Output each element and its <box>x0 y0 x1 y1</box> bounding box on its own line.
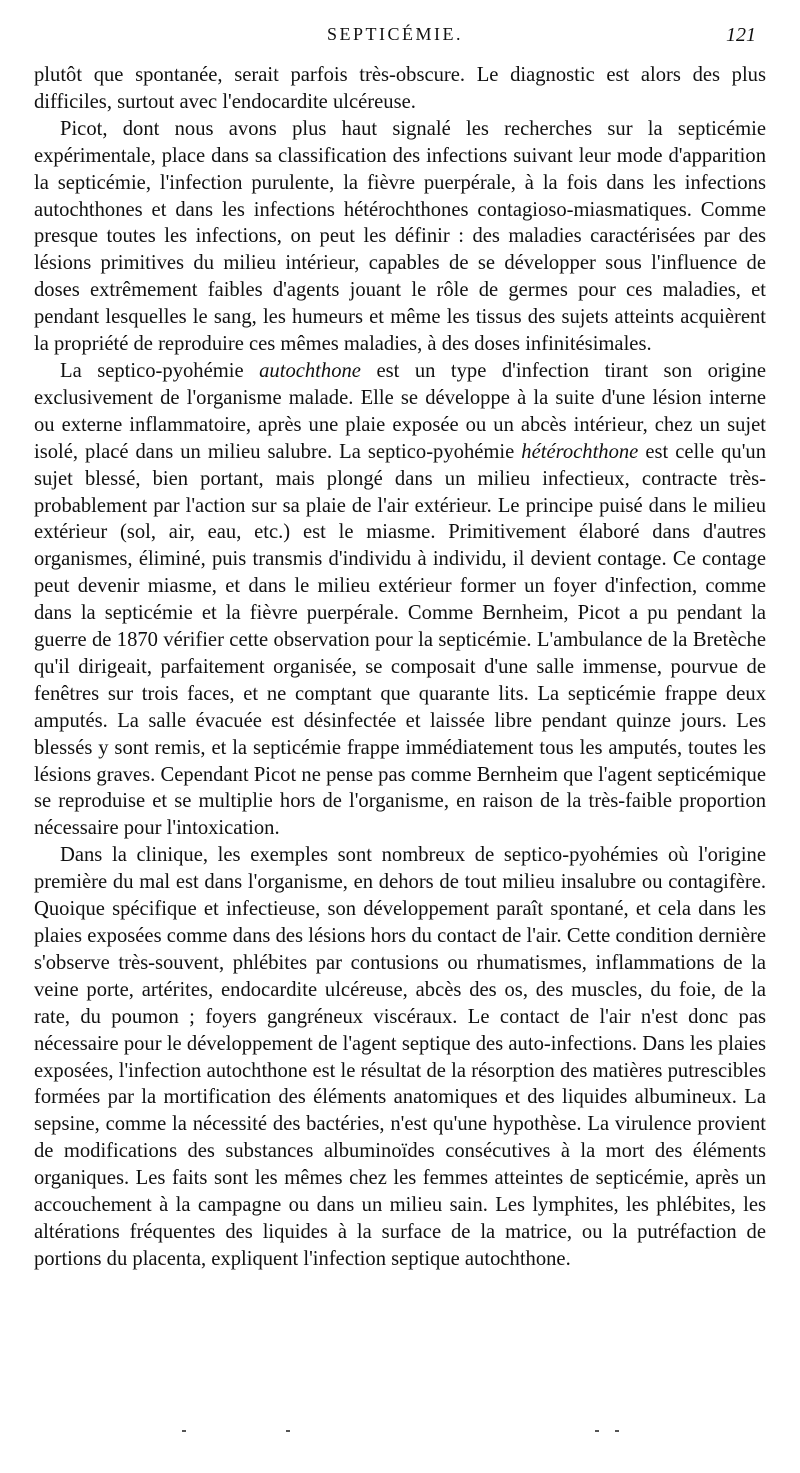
paragraph-text: est celle qu'un sujet blessé, bien portant, mais plongé dans un milieu infectieux, contracte très-probablement par l'action sur sa plaie de l'air extérieur. Le principe puisé dans le milieu extérieur (sol, air, eau, etc.) est le miasme. Primitivement élaboré dans d'autres organismes, éliminé, puis transmis d'individu à individu, il devient contage. Ce contage peut devenir miasme, et dans le milieu extérieur former un foyer d'infection, comme dans la septicémie et la fièvre puerpérale. Comme Bernheim, Picot a pu pendant la guerre de 1870 vérifier cette observation pour la septicémie. L'ambulance de la Bretèche qu'il dirigeait, parfaitement organisée, se composait d'une salle immense, pourvue de fenêtres sur trois faces, et ne comptant que quarante lits. La septicémie frappe deux amputés. La salle évacuée est désinfectée et laissée libre pendant quinze jours. Les blessés y sont remis, et la septicémie frappe immédiatement tous les amputés, toutes les lésions graves. Cependant Picot ne pense pas comme Bernheim que l'agent septicémique se reproduise et se multiplie hors de l'organisme, en raison de la très-faible proportion nécessaire pour l'intoxication. <box>34 440 766 840</box>
page-number: 121 <box>726 24 756 46</box>
paragraph-text: Dans la clinique, les exemples sont nombreux de septico-pyohémies où l'origine première du mal est dans l'organisme, en dehors de tout milieu insalubre ou contagifère. Quoique spécifique et infectieuse, son développement paraît spontané, et cela dans les plaies exposées comme dans des lésions hors du contact de l'air. Cette condition dernière s'observe très-souvent, phlébites par contusions ou rhumatismes, inflammations de la veine porte, artérites, endocardite ulcéreuse, abcès des os, des muscles, du foie, de la rate, du poumon ; foyers gangréneux viscéraux. Le contact de l'air n'est donc pas nécessaire pour le développement de l'agent septique des auto-infections. Dans les plaies exposées, l'infection autochthone est le résultat de la résorption des matières putrescibles formées par la mortification des éléments anatomiques et des liquides albumineux. La sepsine, comme la nécessité des bactéries, n'est qu'une hypothèse. La virulence provient de modifications des substances albuminoïdes consécutives à la mort des éléments organiques. Les faits sont les mêmes chez les femmes atteintes de septicémie, après un accouchement à la campagne ou dans un milieu sain. Les lymphites, les phlébites, les altérations fréquentes des liquides à la surface de la matrice, ou la putréfaction de portions du placenta, expliquent l'infection septique autochthone. <box>34 844 766 1270</box>
print-speck <box>595 1430 599 1432</box>
paragraph-text: Picot, dont nous avons plus haut signalé les recherches sur la septicémie expérimentale, place dans sa classification des infections suivant leur mode d'apparition la septicémie, l'infection purulente, la fièvre puerpérale, à la fois dans les infections autochthones et dans les infections hétérochthones contagioso-miasmatiques. Comme presque toutes les infections, on peut les définir : des maladies caractérisées par des lésions primitives du milieu intérieur, capables de se développer sous l'influence de doses extrêmement faibles d'agents jouant le rôle de germes pour ces maladies, et pendant lesquelles le sang, les humeurs et même les tissus des sujets atteints acquièrent la propriété de reproduire ces mêmes maladies, à des doses infinitésimales. <box>34 117 766 356</box>
paragraph-text: La septico-pyohémie <box>60 359 260 382</box>
paragraph-3 <box>34 358 766 842</box>
italic-term: hétérochthone <box>521 440 639 463</box>
paragraph-text: est un type d'infection tirant son origine exclusivement de l'organisme malade. Elle se développe à la suite d'une lésion interne ou externe inflammatoire, après une plaie exposée ou un abcès intérieur, chez un sujet isolé, placé dans un milieu salubre. La septico-pyohémie <box>34 359 766 463</box>
print-speck <box>182 1430 186 1432</box>
running-title: SEPTICÉMIE. <box>326 24 463 44</box>
paragraph-1 <box>34 62 766 116</box>
paragraph-text: plutôt que spontanée, serait parfois très-obscure. Le diagnostic est alors des plus difficiles, surtout avec l'endocardite ulcéreuse. <box>34 64 766 113</box>
paragraph-2 <box>34 116 766 358</box>
print-speck <box>615 1430 619 1432</box>
footer-marks <box>150 1430 650 1440</box>
running-head <box>34 24 756 54</box>
italic-term: autochthone <box>259 359 361 382</box>
print-speck <box>286 1430 290 1432</box>
paragraph-4 <box>34 842 766 1273</box>
body-text <box>34 62 766 1273</box>
